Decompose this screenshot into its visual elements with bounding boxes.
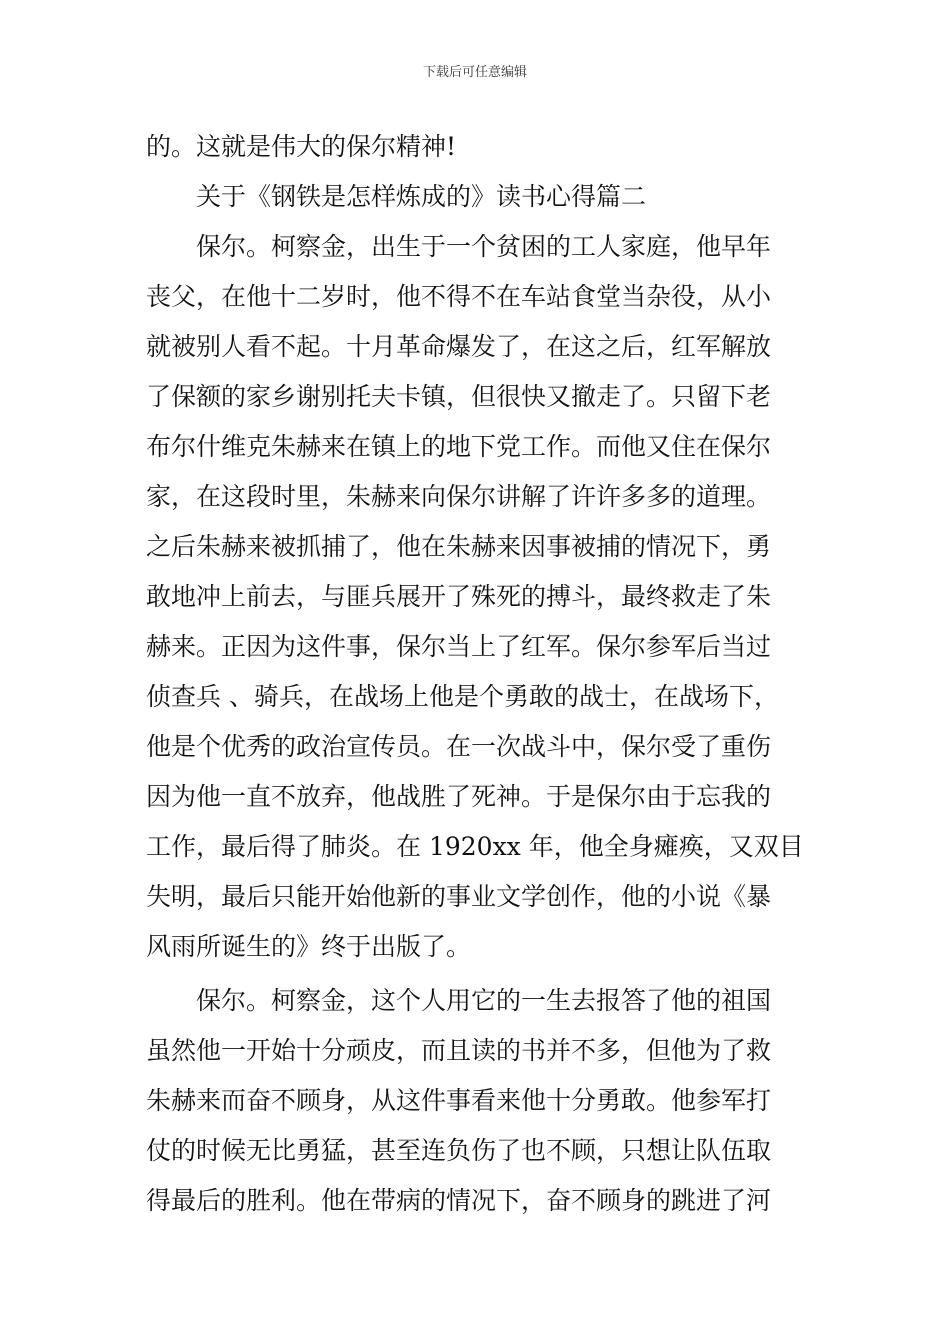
text-line: 得最后的胜利。他在带病的情况下，奋不顾身的跳进了河: [146, 1186, 772, 1215]
text-line: 风雨所诞生的》终于出版了。: [146, 932, 472, 961]
text-line: 侦查兵 、骑兵，在战场上他是个勇敢的战士，在战场下，: [146, 682, 779, 711]
text-line: 朱赫来而奋不顾身，从这件事看来他十分勇敢。他参军打: [146, 1086, 772, 1115]
text-line: 布尔什维克朱赫来在镇上的地下党工作。而他又住在保尔: [146, 432, 772, 461]
document-body: [146, 122, 816, 1226]
text-line: 保尔。柯察金，出生于一个贫困的工人家庭，他早年: [196, 232, 772, 261]
text-line: 敢地冲上前去，与匪兵展开了殊死的搏斗，最终救走了朱: [146, 582, 772, 611]
text-line: 就被别人看不起。十月革命爆发了，在这之后，红军解放: [146, 332, 772, 361]
text-line: 仗的时候无比勇猛，甚至连负伤了也不顾，只想让队伍取: [146, 1136, 772, 1165]
text-line: 之后朱赫来被抓捕了，他在朱赫来因事被捕的情况下，勇: [146, 532, 772, 561]
text-line: 保尔。柯察金，这个人用它的一生去报答了他的祖国: [196, 986, 772, 1015]
text-line: 赫来。正因为这件事，保尔当上了红军。保尔参军后当过: [146, 632, 772, 661]
text-line: 失明，最后只能开始他新的事业文学创作，他的小说《暴: [146, 882, 772, 911]
section-title: 关于《钢铁是怎样炼成的》读书心得篇二: [196, 182, 647, 211]
page-header: 下载后可任意编辑: [422, 65, 527, 80]
text-line: 丧父，在他十二岁时，他不得不在车站食堂当杂役，从小: [146, 282, 772, 311]
text-line: 虽然他一开始十分顽皮，而且读的书并不多，但他为了救: [146, 1036, 772, 1065]
text-line: 了保额的家乡谢别托夫卡镇，但很快又撤走了。只留下老: [146, 382, 772, 411]
text-line: 家，在这段时里，朱赫来向保尔讲解了许许多多的道理。: [146, 482, 772, 511]
text-line: 因为他一直不放弃，他战胜了死神。于是保尔由于忘我的: [146, 782, 772, 811]
paragraph-1: [146, 222, 816, 972]
text-line: 的。这就是伟大的保尔精神!: [146, 132, 457, 161]
text-line: 工作，最后得了肺炎。在 1920xx 年，他全身瘫痪，又双目: [146, 832, 804, 861]
paragraph-2: [146, 976, 816, 1226]
text-line: 他是个优秀的政治宣传员。在一次战斗中，保尔受了重伤: [146, 732, 772, 761]
